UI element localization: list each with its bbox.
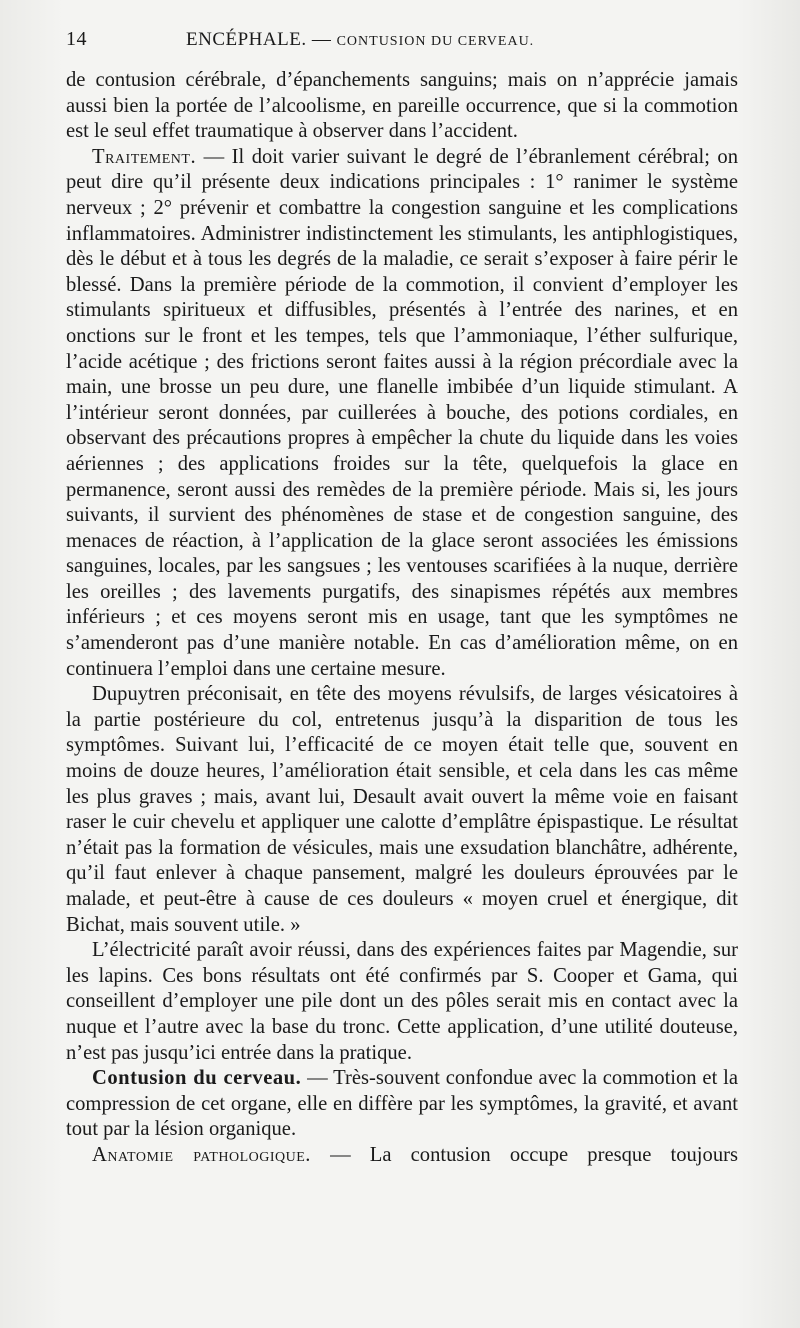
traitement-text: — Il doit varier suivant le degré de l’ébranlement cérébral; on peut dire qu’il présente deux indications principales : 1° ranimer le système nerveux ; 2° prévenir et combattre la congestion sanguine et les complications inflammatoires. Administrer indistinctement les stimulants, les antiphlogistiques, dès le début et à tous les degrés de la maladie, ce serait s’exposer à faire périr le blessé. Dans la première période de la commotion, il convient d’employer les stimulants spiritueux et diffusibles, présentés à l’entrée des narines, et en onctions sur le front et les tempes, tels que l’ammoniaque, l’éther sulfurique, l’acide acétique ; des frictions seront faites aussi à la région précordiale avec la main, une brosse un peu dure, une flanelle imbibée d’un liquide stimulant. A l’intérieur seront données, par cuillerées à bouche, des potions cordiales, en observant des précautions propres à empêcher la chute du liquide dans les voies aériennes ; des applications froides sur la tête, quelquefois la glace en permanence, seront aussi des remèdes de la première période. Mais si, les jours suivants, il survient des phénomènes de stase et de congestion sanguine, des menaces de réaction, à l’application de la glace seront associées les émissions sanguines, locales, par les sangsues ; les ventouses scarifiées à la nuque, derrière les oreilles ; des lavements purgatifs, des sinapismes répétés aux membres inférieurs ; et ces moyens seront mis en usage, tant que les symptômes ne s’amenderont pas d’une manière notable. En cas d’amélioration même, on en continuera l’emploi dans une certaine mesure.	[66, 145, 738, 680]
header-dash: —	[311, 29, 332, 50]
paragraph-continuation: de contusion cérébrale, d’épanchements sanguins; mais on n’apprécie jamais aussi bien la portée de l’alcoolisme, en pareille occurrence, que si la commotion est le seul effet traumatique à observer dans l’accident.	[66, 69, 738, 143]
running-head	[186, 29, 738, 51]
paragraph-dupuytren: Dupuytren préconisait, en tête des moyens révulsifs, de larges vésicatoires à la partie postérieure du col, entretenus jusqu’à la disparition de tous les symptômes. Suivant lui, l’efficacité de ce moyen était telle que, souvent en moins de douze heures, l’amélioration était sensible, et cela dans les cas même les plus graves ; mais, avant lui, Desault avait ouvert la même voie en faisant raser le cuir chevelu et appliquer une calotte d’emplâtre épispastique. Le résultat n’était pas la formation de vésicules, mais une exsudation blanchâtre, adhérente, qu’il faut enlever à chaque pansement, malgré les douleurs éprouvées par le malade, et peut-être à cause de ces douleurs « moyen cruel et énergique, dit Bichat, mais souvent utile. »	[66, 683, 738, 936]
traitement-heading: Traitement.	[92, 145, 197, 168]
page-number: 14	[66, 28, 87, 50]
paragraph-anatomie	[66, 1143, 738, 1169]
paragraph-electricite: L’électricité paraît avoir réussi, dans des expériences faites par Magendie, sur les lapins. Ces bons résultats ont été confirmés par S. Cooper et Gama, qui conseillent d’employer une pile dont un des pôles serait mis en contact avec la nuque et l’autre avec la base du tronc. Cette application, d’une utilité douteuse, n’est pas jusqu’ici entrée dans la pratique.	[66, 939, 738, 1064]
anatomie-heading: Anatomie pathologique.	[92, 1143, 311, 1166]
running-title: ENCÉPHALE.	[186, 29, 307, 50]
contusion-heading: Contusion du cerveau.	[92, 1067, 302, 1090]
body-text	[66, 68, 738, 1169]
page-header	[66, 28, 738, 68]
paragraph-contusion	[66, 1066, 738, 1143]
paragraph-traitement	[66, 145, 738, 682]
contusion-text: — Très-souvent confondue avec la commotion et la compression de cet organe, elle en diffère par les symptômes, la gravité, et avant tout par la lésion organique.	[66, 1067, 738, 1141]
anatomie-text: — La contusion occupe presque toujours	[310, 1143, 738, 1166]
section-title: CONTUSION DU CERVEAU.	[336, 34, 535, 49]
